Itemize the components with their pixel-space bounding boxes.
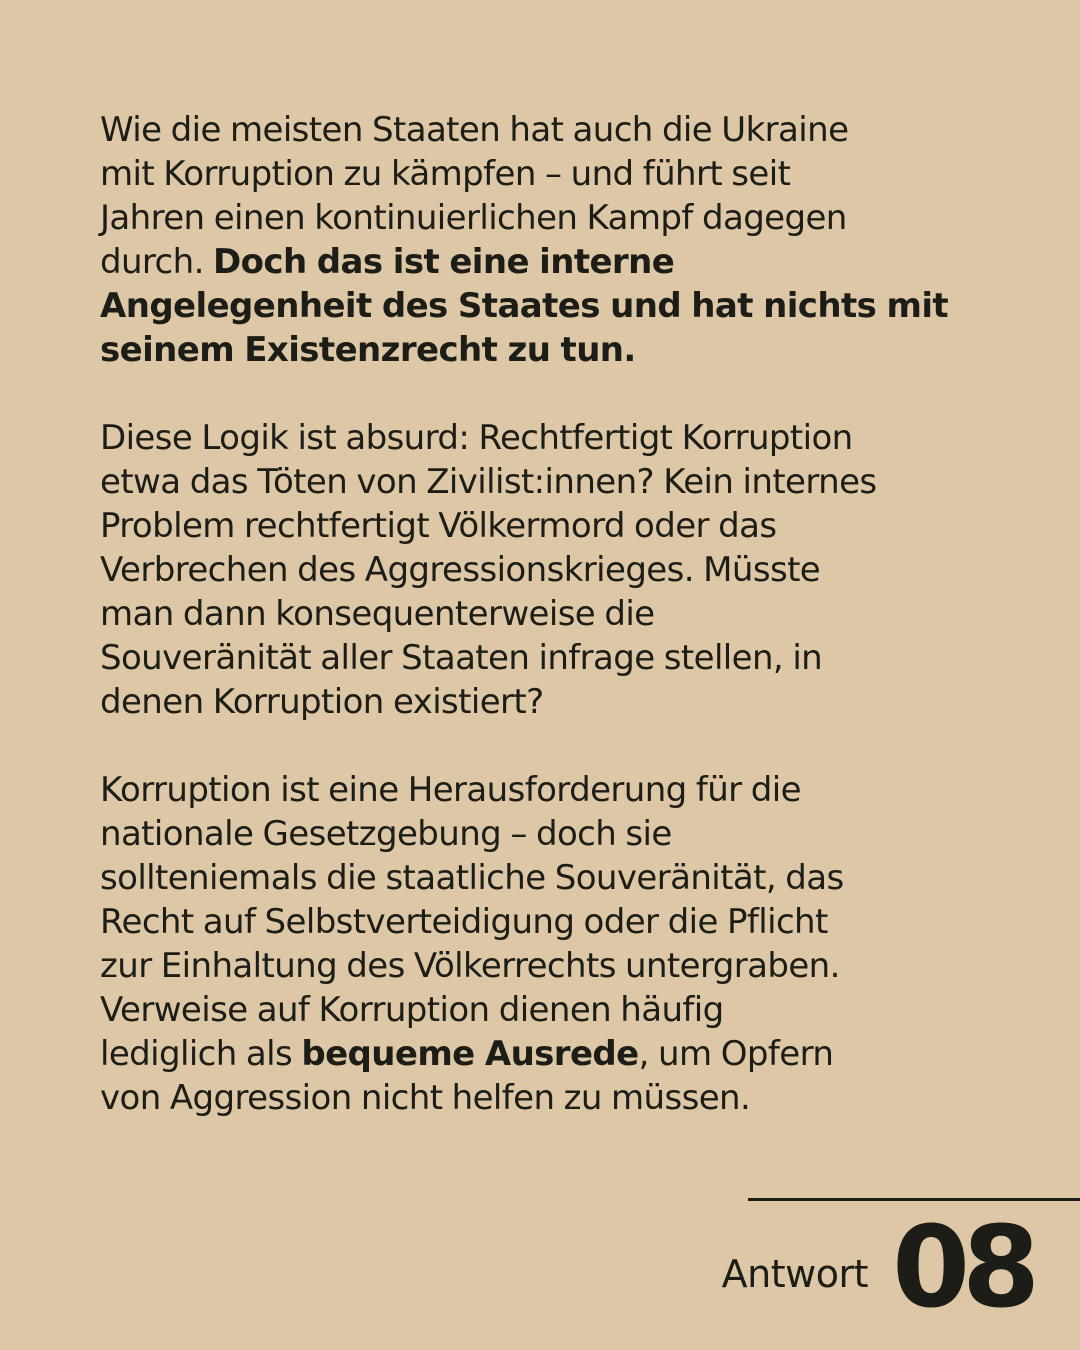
body-text: Recht auf Selbstverteidigung oder die Pflicht [100,902,828,942]
body-text: sollteniemals die staatliche Souveränität, das [100,858,844,898]
body-text: nationale Gesetzgebung – doch sie [100,814,672,854]
body-text: Problem rechtfertigt Völkermord oder das [100,506,777,546]
body-text: lediglich als [100,1034,302,1074]
body-text: Korruption ist eine Herausforderung für die [100,770,801,810]
body-text: durch. [100,242,214,282]
text-line [100,416,980,460]
body-text: Jahren einen kontinuierlichen Kampf dagegen [100,198,847,238]
body-text: Verweise auf Korruption dienen häufig [100,990,724,1030]
text-line [100,944,980,988]
body-text: denen Korruption existiert? [100,682,544,722]
emphasized-text: Doch das ist eine interne [213,242,675,282]
text-line [100,196,980,240]
text-line [100,240,980,284]
paragraph-1 [100,108,980,372]
text-line [100,856,980,900]
footer-divider [748,1198,1080,1201]
emphasized-text: Angelegenheit des Staates und hat nichts mit [100,286,949,326]
text-line [100,900,980,944]
text-line [100,284,980,328]
body-text: Souveränität aller Staaten infrage stellen, in [100,638,823,678]
text-line [100,548,980,592]
body-text: etwa das Töten von Zivilist:innen? Kein internes [100,462,877,502]
text-line [100,988,980,1032]
body-text: , um Opfern [638,1034,834,1074]
answer-label: Antwort [721,1252,868,1296]
text-line [100,768,980,812]
body-text: zur Einhaltung des Völkerrechts untergraben. [100,946,840,986]
emphasized-text: bequeme Ausrede [301,1034,639,1074]
body-text: von Aggression nicht helfen zu müssen. [100,1078,751,1118]
text-line [100,108,980,152]
body-text: Verbrechen des Aggressionskrieges. Müsste [100,550,821,590]
answer-text [100,108,980,1120]
emphasized-text: seinem Existenzrecht zu tun. [100,330,636,370]
answer-number: 08 [892,1203,1032,1333]
paragraph-2 [100,416,980,724]
text-line [100,636,980,680]
text-line [100,592,980,636]
text-line [100,152,980,196]
text-line [100,328,980,372]
text-line [100,1032,980,1076]
text-line [100,460,980,504]
body-text: Wie die meisten Staaten hat auch die Ukraine [100,110,849,150]
text-line [100,812,980,856]
text-line [100,504,980,548]
body-text: man dann konsequenterweise die [100,594,655,634]
text-line [100,680,980,724]
body-text: mit Korruption zu kämpfen – und führt seit [100,154,791,194]
text-line [100,1076,980,1120]
paragraph-3 [100,768,980,1120]
body-text: Diese Logik ist absurd: Rechtfertigt Korruption [100,418,853,458]
